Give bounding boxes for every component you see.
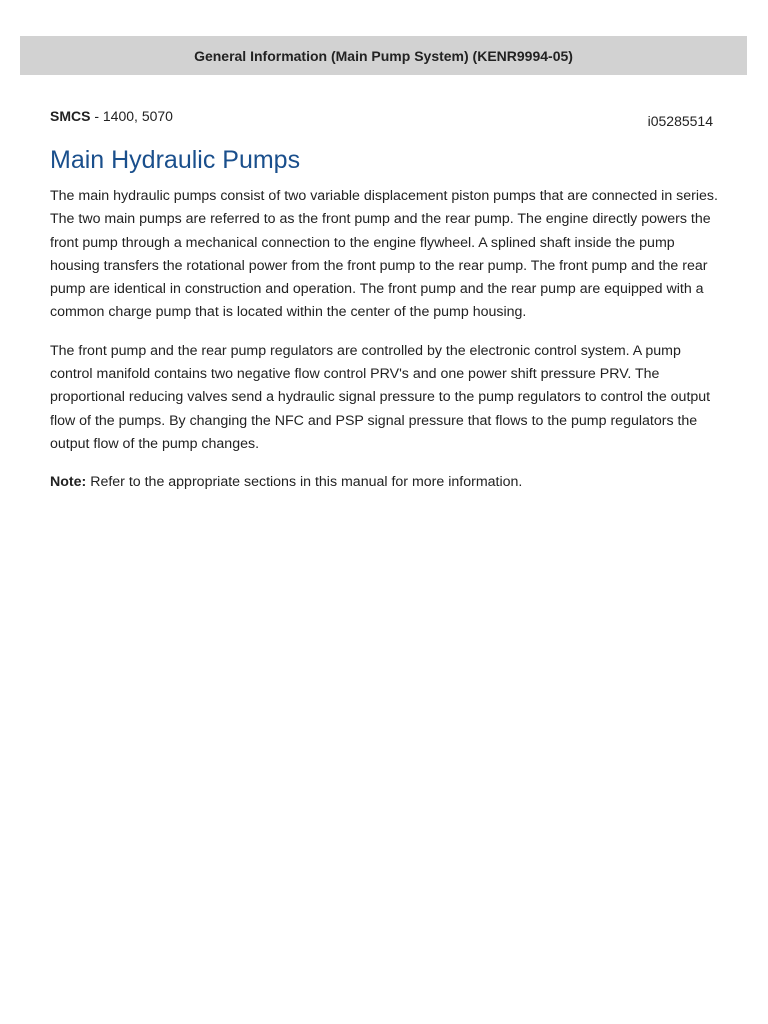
smcs-code [50,108,173,125]
paragraph-1: The main hydraulic pumps consist of two variable displacement piston pumps that are connected in series. The two main pumps are referred to as the front pump and the rear pump. The engine directly powers the front pump through a mechanical connection to the engine flywheel. A splined shaft inside the pump housing transfers the rotational power from the front pump to the rear pump. The front pump and the rear pump are identical in construction and operation. The front pump and the rear pump are equipped with a common charge pump that is located within the center of the pump housing. [50,188,718,321]
article-body [50,185,718,510]
note-label: Note: [50,474,87,491]
meta-row [50,108,713,132]
smcs-label: SMCS [50,108,91,124]
page-title: Main Hydraulic Pumps [50,146,301,174]
document-header-bar [20,36,747,75]
document-header-title: General Information (Main Pump System) (KENR9994-05) [194,47,573,64]
note-paragraph [50,471,718,494]
document-id: i05285514 [647,113,713,129]
paragraph-2: The front pump and the rear pump regulators are controlled by the electronic control system. A pump control manifold contains two negative flow control PRV's and one power shift pressure PRV. The proportional reducing valves send a hydraulic signal pressure to the pump regulators to control the output flow of the pumps. By changing the NFC and PSP signal pressure that flows to the pump regulators the output flow of the pump changes. [50,342,711,452]
note-text: Refer to the appropriate sections in this manual for more information. [86,474,523,491]
smcs-value: - 1400, 5070 [90,108,173,124]
